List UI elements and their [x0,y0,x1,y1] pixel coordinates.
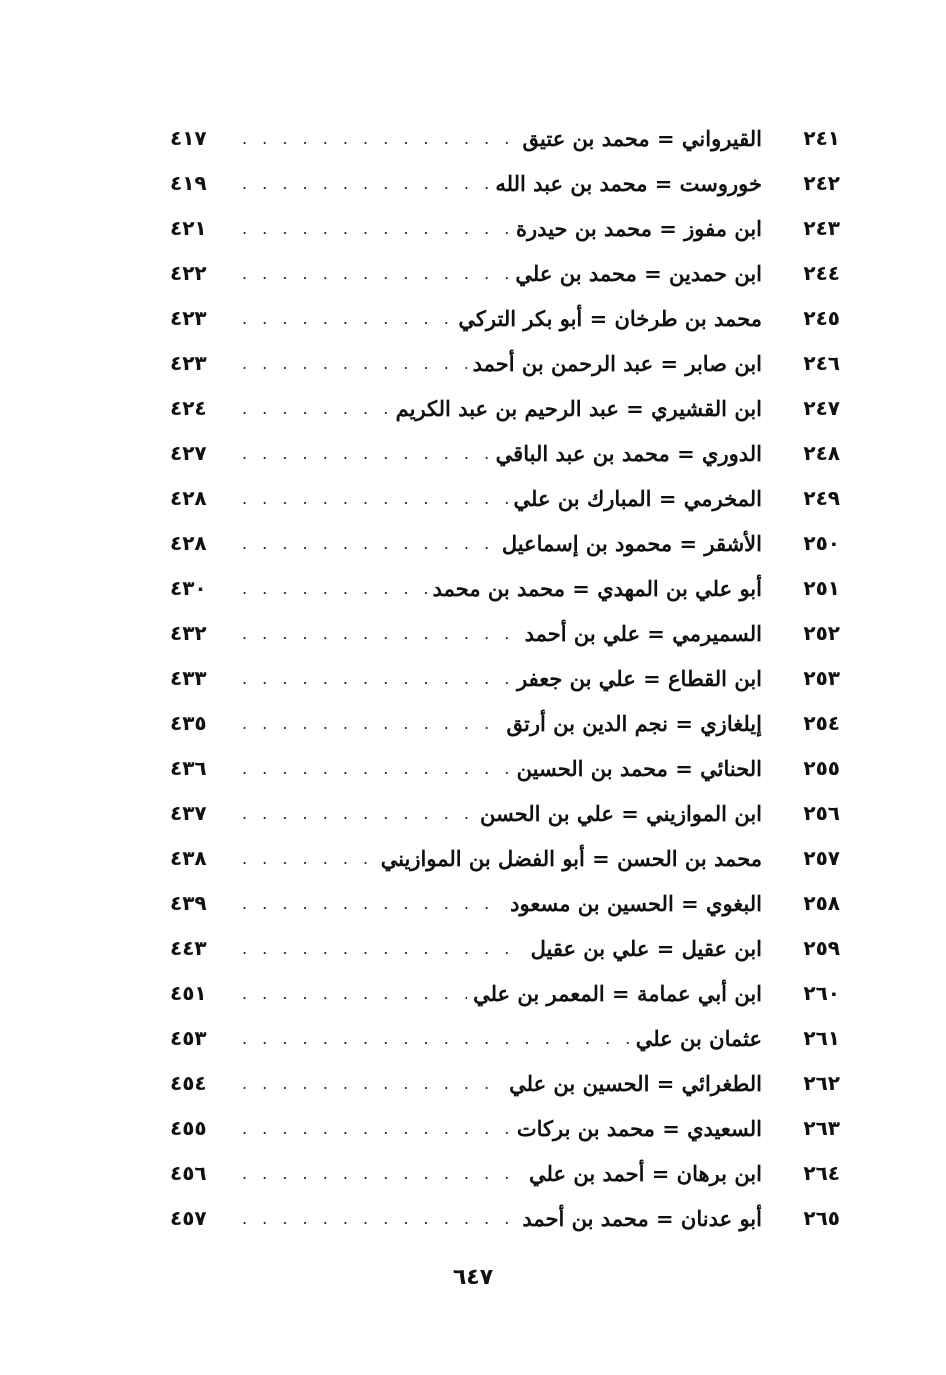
dot-leader [238,521,496,566]
entry-number: ٢٥٠ [803,531,840,555]
entry-title: محمد بن طرخان = أبو بكر التركي [458,306,762,331]
entry-page: ٤٢٣ [170,351,207,375]
toc-entry [170,746,840,791]
entry-number: ٢٦٤ [803,1161,840,1185]
entry-page: ٤٢٨ [170,486,207,510]
entry-title: إيلغازي = نجم الدين بن أرتق [506,711,762,736]
entry-number: ٢٥٢ [803,621,840,645]
entry-page: ٤٢٧ [170,441,207,465]
entry-number: ٢٦٥ [803,1206,840,1230]
toc-entry [170,701,840,746]
entry-page: ٤٥٤ [170,1071,207,1095]
toc-entry [170,656,840,701]
toc-entry [170,1151,840,1196]
entry-title: عثمان بن علي [635,1026,762,1051]
entry-page: ٤٣٧ [170,801,207,825]
entry-page: ٤٢٣ [170,306,207,330]
toc-entry [170,836,840,881]
entry-number: ٢٥٧ [803,846,840,870]
table-of-contents [170,116,840,1241]
entry-number: ٢٥٤ [803,711,840,735]
dot-leader [238,1016,630,1061]
entry-title: المخرمي = المبارك بن علي [513,486,762,511]
entry-page: ٤٥٣ [170,1026,207,1050]
dot-leader [238,791,474,836]
entry-page: ٤٣٨ [170,846,207,870]
toc-entry [170,521,840,566]
entry-page: ٤٣٠ [170,576,207,600]
entry-title: السعيدي = محمد بن بركات [516,1116,762,1141]
entry-title: القيرواني = محمد بن عتيق [522,126,762,151]
entry-page: ٤٥٧ [170,1206,207,1230]
toc-entry [170,116,840,161]
entry-page: ٤٣٣ [170,666,207,690]
entry-page: ٤٢٤ [170,396,207,420]
toc-entry [170,791,840,836]
entry-title: الطغرائي = الحسين بن علي [509,1071,762,1096]
dot-leader [238,476,508,521]
entry-number: ٢٦٠ [803,981,840,1005]
entry-page: ٤٣٩ [170,891,207,915]
dot-leader [238,386,390,431]
toc-entry [170,161,840,206]
entry-title: ابن صابر = عبد الرحمن بن أحمد [472,351,762,376]
toc-entry [170,341,840,386]
dot-leader [238,161,489,206]
entry-number: ٢٦٣ [803,1116,840,1140]
toc-entry [170,251,840,296]
entry-number: ٢٤٥ [803,306,840,330]
toc-entry [170,971,840,1016]
toc-entry [170,431,840,476]
dot-leader [238,116,517,161]
entry-title: الحنائي = محمد بن الحسين [516,756,762,781]
dot-leader [238,1196,516,1241]
entry-page: ٤٢٨ [170,531,207,555]
entry-number: ٢٥٥ [803,756,840,780]
entry-number: ٢٤٣ [803,216,840,240]
entry-number: ٢٤١ [803,126,840,150]
toc-entry [170,476,840,521]
dot-leader [238,701,500,746]
toc-entry [170,566,840,611]
toc-entry [170,1061,840,1106]
dot-leader [238,296,452,341]
entry-title: ابن عقيل = علي بن عقيل [530,936,762,961]
entry-title: محمد بن الحسن = أبو الفضل بن الموازيني [380,846,762,871]
entry-title: الدوري = محمد بن عبد الباقي [495,441,762,466]
dot-leader [238,836,375,881]
entry-number: ٢٤٤ [803,261,840,285]
entry-page: ٤٢١ [170,216,207,240]
dot-leader [238,341,467,386]
toc-entry [170,1106,840,1151]
entry-title: ابن القطاع = علي بن جعفر [517,666,762,691]
dot-leader [238,251,509,296]
entry-page: ٤٤٣ [170,936,207,960]
entry-page: ٤٣٥ [170,711,207,735]
toc-entry [170,296,840,341]
dot-leader [238,1151,523,1196]
entry-number: ٢٥١ [803,576,840,600]
dot-leader [238,566,427,611]
dot-leader [238,746,511,791]
entry-title: البغوي = الحسين بن مسعود [510,891,762,916]
entry-number: ٢٤٦ [803,351,840,375]
entry-number: ٢٤٧ [803,396,840,420]
entry-page: ٤٥١ [170,981,207,1005]
entry-title: السميرمي = علي بن أحمد [524,621,762,646]
toc-entry [170,1196,840,1241]
entry-number: ٢٤٢ [803,171,840,195]
dot-leader [238,656,511,701]
entry-number: ٢٥٨ [803,891,840,915]
entry-title: خوروست = محمد بن عبد الله [495,171,762,196]
entry-number: ٢٤٨ [803,441,840,465]
entry-page: ٤١٩ [170,171,207,195]
dot-leader [238,1061,503,1106]
entry-title: ابن القشيري = عبد الرحيم بن عبد الكريم [395,396,762,421]
page-number: ٦٤٧ [452,1265,494,1290]
dot-leader [238,881,504,926]
entry-page: ٤٥٦ [170,1161,207,1185]
toc-entry [170,206,840,251]
entry-title: ابن مفوز = محمد بن حيدرة [516,216,762,241]
entry-number: ٢٥٩ [803,936,840,960]
entry-title: أبو عدنان = محمد بن أحمد [522,1206,762,1231]
toc-entry [170,611,840,656]
entry-title: ابن أبي عمامة = المعمر بن علي [473,981,762,1006]
entry-title: الأشقر = محمود بن إسماعيل [501,531,762,556]
toc-entry [170,1016,840,1061]
toc-entry [170,881,840,926]
entry-title: ابن برهان = أحمد بن علي [529,1161,762,1186]
entry-page: ٤٣٦ [170,756,207,780]
entry-number: ٢٥٣ [803,666,840,690]
dot-leader [238,431,490,476]
entry-title: ابن حمدين = محمد بن علي [515,261,762,286]
toc-entry [170,386,840,431]
dot-leader [238,926,525,971]
toc-entry [170,926,840,971]
entry-number: ٢٥٦ [803,801,840,825]
dot-leader [238,611,519,656]
dot-leader [238,206,510,251]
dot-leader [238,971,467,1016]
entry-number: ٢٦١ [803,1026,840,1050]
entry-page: ٤٣٢ [170,621,207,645]
entry-title: ابن الموازيني = علي بن الحسن [479,801,762,826]
dot-leader [238,1106,511,1151]
entry-page: ٤١٧ [170,126,207,150]
entry-page: ٤٢٢ [170,261,207,285]
entry-page: ٤٥٥ [170,1116,207,1140]
entry-title: أبو علي بن المهدي = محمد بن محمد [432,576,762,601]
entry-number: ٢٤٩ [803,486,840,510]
entry-number: ٢٦٢ [803,1071,840,1095]
